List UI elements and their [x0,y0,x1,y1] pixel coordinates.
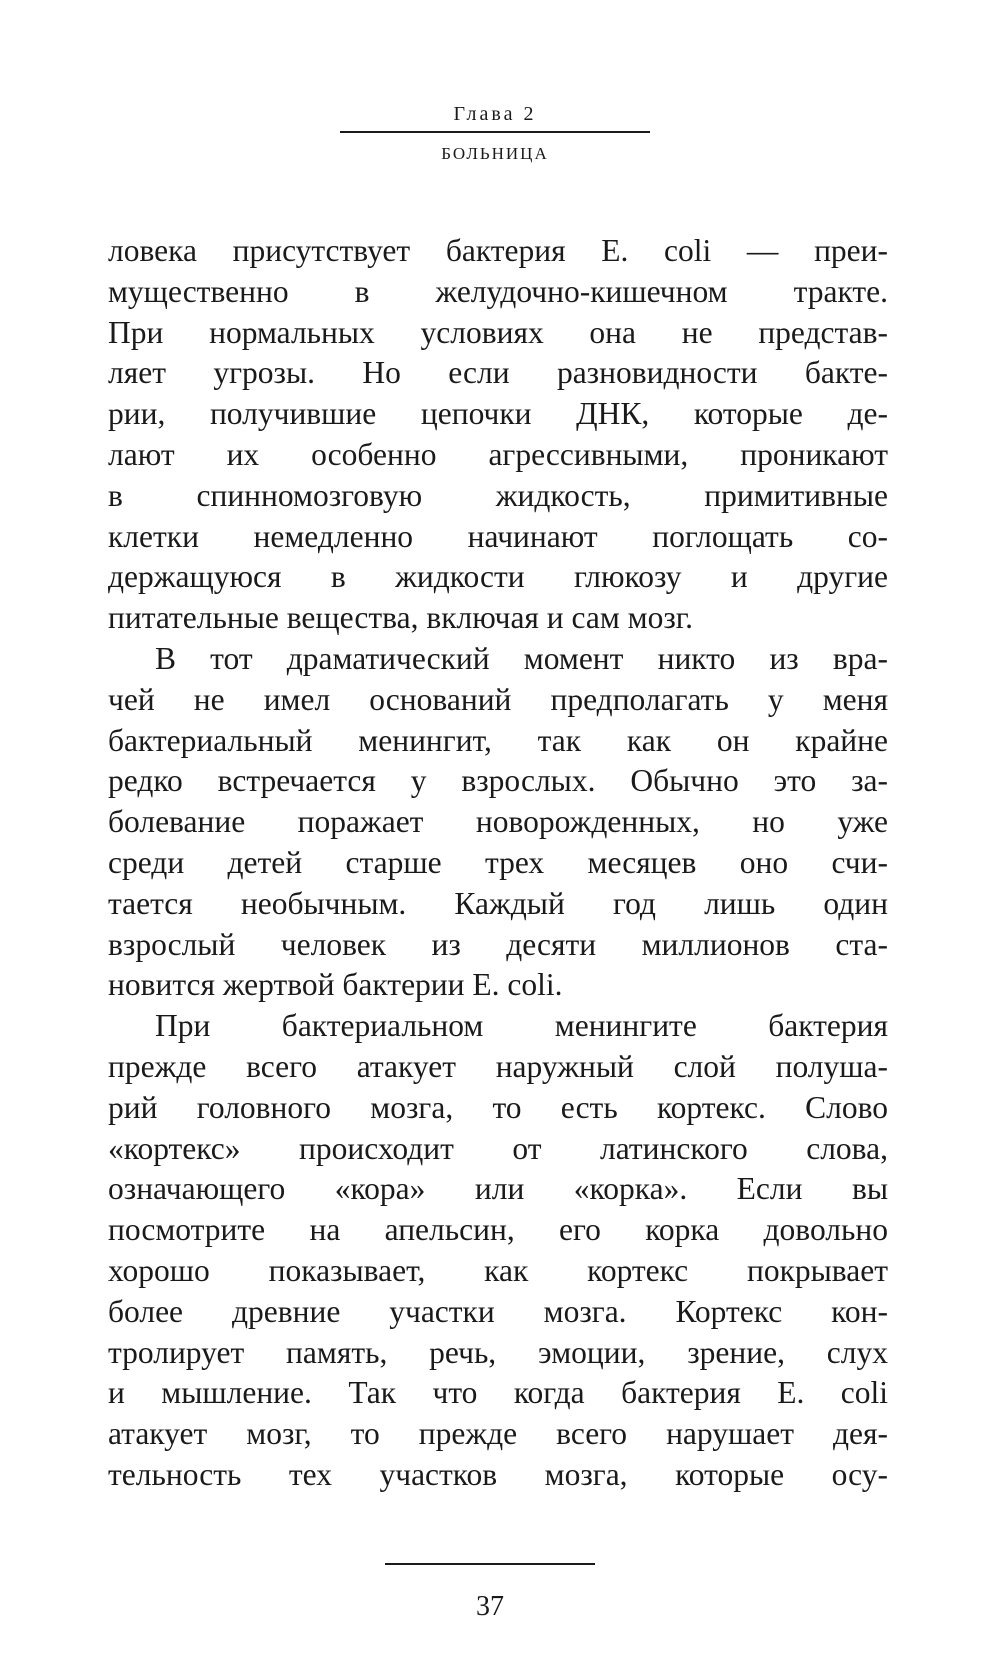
text-line: В тот драматический момент никто из вра- [155,640,888,676]
text-line: тролирует память, речь, эмоции, зрение, слух [108,1334,888,1370]
text-line: клетки немедленно начинают поглощать со- [108,518,888,554]
running-head [340,100,650,166]
text-line: в спинномозговую жидкость, примитивные [108,477,888,513]
text-line: рии, получившие цепочки ДНК, которые де- [108,396,888,432]
header-rule [340,131,650,133]
text-line: новится жертвой бактерии E. coli. [108,967,563,1003]
text-line: рий головного мозга, то есть кортекс. Слово [108,1089,888,1125]
text-line: прежде всего атакует наружный слой полуша- [108,1048,888,1084]
page-number: 37 [476,1591,504,1622]
text-line: бактериальный менингит, так как он крайне [108,722,888,758]
text-line: тельность тех участков мозга, которые осу- [108,1456,888,1492]
text-line: ловека присутствует бактерия E. coli — преи- [108,233,888,268]
footer-rule [385,1563,595,1565]
text-line: ляет угрозы. Но если разновидности бакте- [108,355,888,391]
text-line: чей не имел оснований предполагать у меня [108,681,888,717]
text-line: держащуюся в жидкости глюкозу и другие [108,559,888,595]
text-line: атакует мозг, то прежде всего нарушает дея- [108,1416,888,1452]
text-line: хорошо показывает, как кортекс покрывает [108,1252,888,1288]
text-line: мущественно в желудочно-кишечном тракте. [108,273,888,309]
body-text [108,231,888,1496]
text-line: лают их особенно агрессивными, проникают [108,436,888,472]
text-line: посмотрите на апельсин, его корка довольно [108,1212,888,1248]
text-line: среди детей старше трех месяцев оно счи- [108,844,888,880]
text-line: питательные вещества, включая и сам мозг. [108,600,694,636]
text-line: и мышление. Так что когда бактерия E. coli [108,1375,888,1411]
text-line: болевание поражает новорожденных, но уже [108,804,888,840]
text-line: означающего «кора» или «корка». Если вы [108,1171,888,1207]
chapter-title: БОЛЬНИЦА [441,144,549,163]
chapter-label: Глава 2 [453,103,537,125]
text-line: При нормальных условиях она не представ- [108,314,888,350]
text-line: тается необычным. Каждый год лишь один [108,885,888,921]
text-line: взрослый человек из десяти миллионов ста- [108,926,888,962]
text-line: редко встречается у взрослых. Обычно это за- [108,763,888,799]
text-line: более древние участки мозга. Кортекс кон- [108,1293,888,1329]
text-line: «кортекс» происходит от латинского слова, [108,1130,888,1166]
text-line: При бактериальном менингите бактерия [155,1008,888,1044]
